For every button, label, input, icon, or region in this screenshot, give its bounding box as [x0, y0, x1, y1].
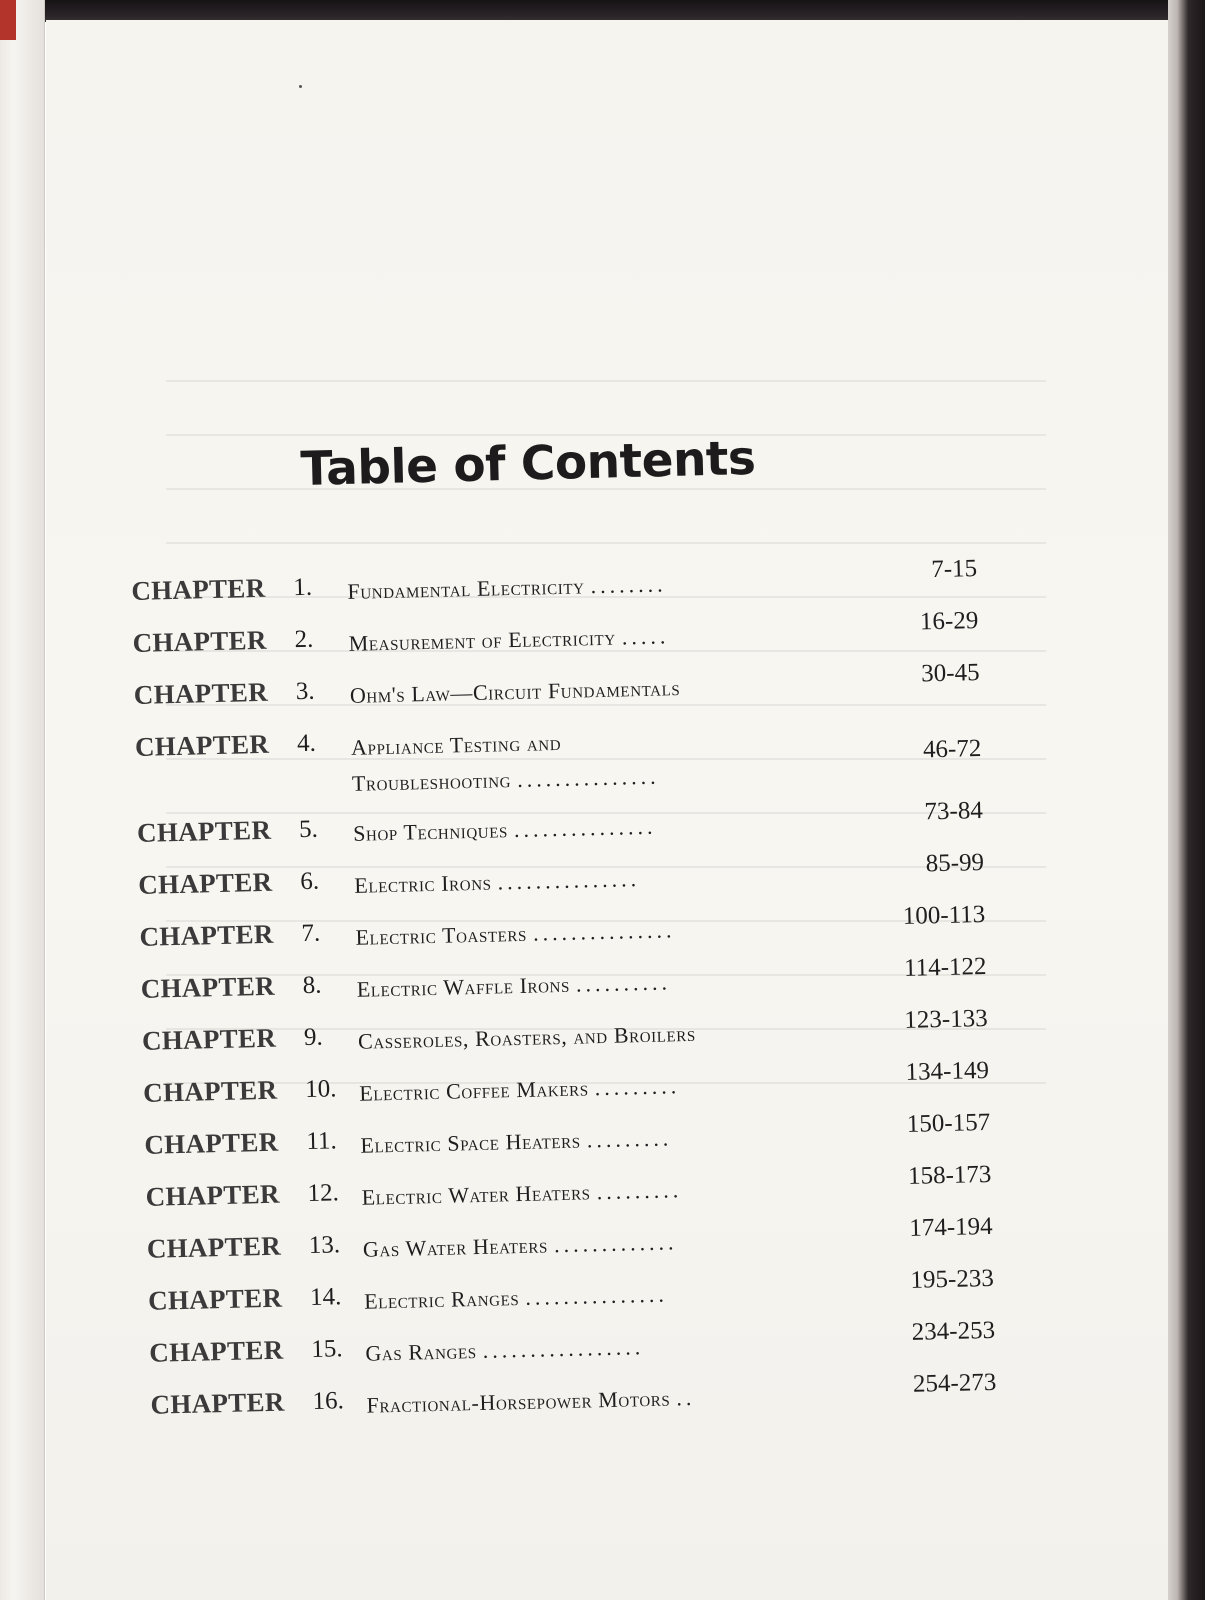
chapter-label: CHAPTER: [148, 1334, 284, 1368]
chapter-title-text: Measurement of Electricity: [348, 624, 617, 656]
chapter-pages: 7-15: [930, 555, 978, 584]
chapter-label: CHAPTER: [147, 1282, 283, 1316]
chapter-title-text: Fractional-Horsepower Motors: [366, 1385, 671, 1418]
chapter-label: CHAPTER: [144, 1126, 279, 1160]
chapter-label: CHAPTER: [142, 1074, 278, 1108]
chapter-number: 13.: [308, 1231, 341, 1259]
chapter-pages: 195-233: [910, 1264, 995, 1294]
chapter-pages: 158-173: [907, 1160, 992, 1190]
leader-dots: ..: [676, 1384, 696, 1411]
chapter-number: 7.: [301, 919, 321, 948]
speck: [299, 85, 302, 88]
chapter-title-text: Electric Ranges: [363, 1285, 520, 1314]
chapter-pages: 150-157: [906, 1108, 991, 1138]
table-of-contents: [131, 555, 1011, 1441]
leader-dots: .........: [586, 1125, 673, 1153]
leader-dots: .........: [596, 1177, 683, 1205]
chapter-number: 6.: [299, 867, 320, 896]
chapter-label: CHAPTER: [150, 1386, 285, 1420]
cover-corner: [0, 0, 16, 40]
chapter-number: 9.: [303, 1023, 324, 1052]
chapter-label: CHAPTER: [134, 728, 270, 762]
facing-page-edge: [0, 0, 45, 1600]
chapter-label: CHAPTER: [133, 676, 269, 710]
leader-dots: ...............: [513, 813, 657, 843]
chapter-number: 15.: [310, 1335, 343, 1363]
chapter-number: 12.: [307, 1179, 340, 1208]
chapter-pages: 114-122: [903, 952, 987, 982]
chapter-pages: 85-99: [925, 848, 985, 878]
leader-dots: .............: [553, 1229, 678, 1258]
chapter-number: 10.: [304, 1075, 337, 1104]
leader-dots: ........: [590, 571, 667, 599]
chapter-title-text: Gas Water Heaters: [362, 1232, 549, 1262]
leader-dots: .....: [621, 623, 670, 650]
chapter-title-text: Fundamental Electricity: [347, 573, 585, 604]
book-spine-edge: [1168, 0, 1205, 1600]
chapter-title-text: Gas Ranges: [365, 1338, 477, 1366]
scanner-top-edge: [0, 0, 1205, 22]
chapter-pages: 100-113: [902, 900, 986, 930]
chapter-title-text-line2: Troubleshooting: [351, 767, 512, 796]
leader-dots: .........: [594, 1073, 681, 1101]
chapter-label: CHAPTER: [140, 970, 276, 1004]
chapter-title-text: Ohm's Law—Circuit Fundamentals: [349, 675, 681, 708]
chapter-title-text: Casseroles, Roasters, and Broilers: [357, 1020, 697, 1054]
chapter-title-text: Shop Techniques: [352, 817, 509, 846]
chapter-number: 2.: [294, 625, 314, 654]
chapter-number: 11.: [306, 1127, 338, 1156]
chapter-title-text: Electric Toasters: [355, 920, 528, 950]
chapter-number: 5.: [298, 815, 319, 844]
chapter-title-text: Electric Waffle Irons: [356, 971, 571, 1002]
chapter-title-text: Electric Coffee Makers: [358, 1075, 589, 1106]
chapter-pages: 73-84: [924, 797, 984, 826]
chapter-pages: 16-29: [919, 607, 979, 636]
chapter-title-text: Appliance Testing and: [350, 729, 562, 760]
chapter-number: 8.: [302, 971, 322, 1000]
chapter-title-text: Electric Space Heaters: [360, 1127, 581, 1158]
chapter-label: CHAPTER: [145, 1178, 281, 1212]
leader-dots: .................: [482, 1334, 645, 1363]
chapter-title: [351, 714, 871, 802]
chapter-pages: 174-194: [908, 1212, 993, 1242]
chapter-number: 1.: [293, 573, 313, 602]
chapter-number: 14.: [309, 1283, 342, 1311]
chapter-pages: 254-273: [912, 1368, 997, 1398]
chapter-number: 16.: [312, 1387, 345, 1415]
page-title: Table of Contents: [300, 430, 757, 497]
leader-dots: ..........: [575, 969, 672, 997]
chapter-pages: 46-72: [922, 735, 982, 764]
chapter-pages: 234-253: [911, 1316, 996, 1346]
chapter-number: 4.: [296, 729, 317, 758]
chapter-pages: 134-149: [905, 1056, 990, 1086]
chapter-label: CHAPTER: [136, 814, 272, 848]
chapter-number: 3.: [295, 677, 315, 706]
chapter-label: CHAPTER: [131, 572, 266, 606]
chapter-label: CHAPTER: [139, 918, 274, 952]
chapter-pages: 30-45: [920, 659, 980, 688]
chapter-title-text: Electric Water Heaters: [361, 1179, 591, 1210]
chapter-label: CHAPTER: [132, 624, 268, 658]
leader-dots: ...............: [516, 763, 660, 792]
chapter-label: CHAPTER: [137, 866, 273, 900]
leader-dots: ...............: [532, 917, 676, 946]
leader-dots: ...............: [525, 1281, 669, 1310]
chapter-pages: 123-133: [904, 1004, 989, 1034]
chapter-title-text: Electric Irons: [354, 869, 492, 898]
chapter-label: CHAPTER: [146, 1230, 282, 1264]
leader-dots: ...............: [497, 866, 641, 895]
chapter-label: CHAPTER: [141, 1022, 277, 1056]
